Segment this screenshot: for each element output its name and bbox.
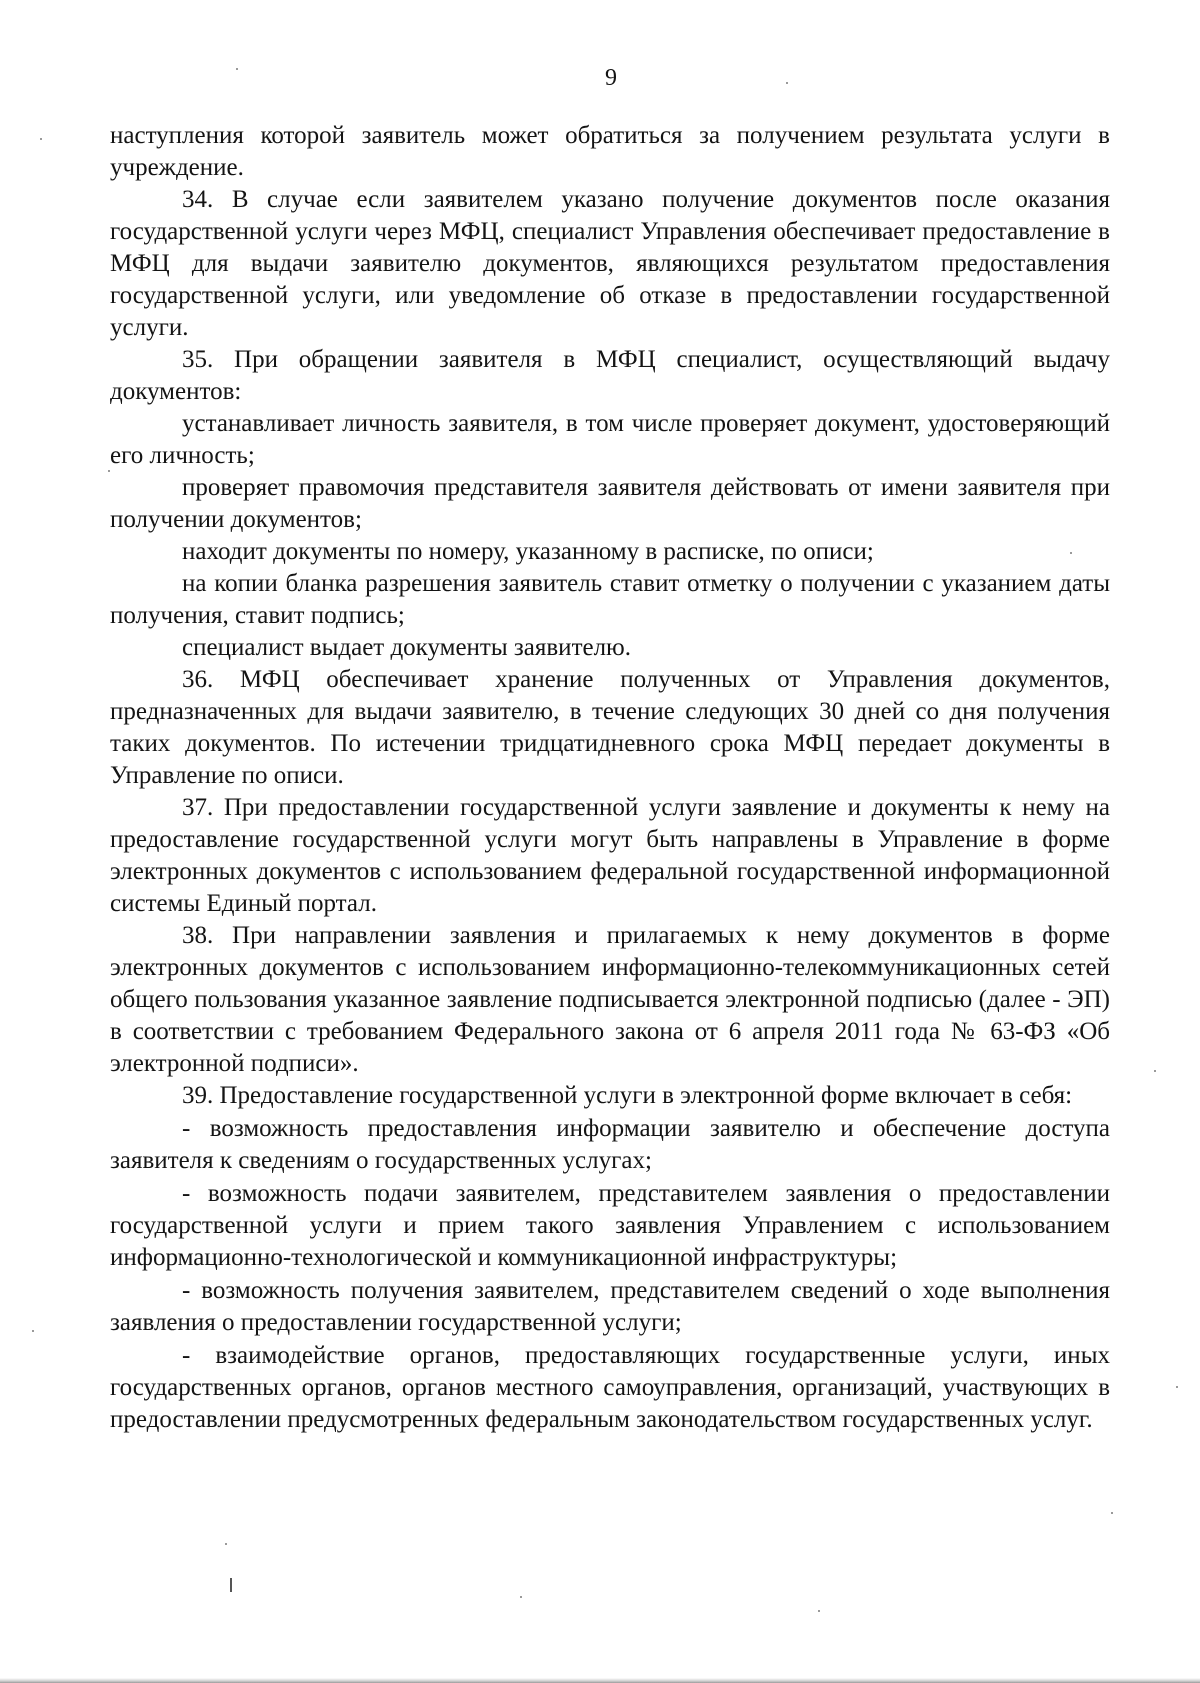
paragraph-39: 39. Предоставление государственной услуги в электронной форме включает в себя:: [182, 1082, 1073, 1109]
paragraph-35-item-5: специалист выдает документы заявителю.: [182, 634, 631, 661]
scan-speck: [236, 68, 238, 70]
paragraph-38: 38. При направлении заявления и прилагаемых к нему документов в форме электронных документов с использованием информационно-телекоммуникационных сетей общего пользования указанное заявление подписывается электронной подписью (далее - ЭП) в соответствии с требованием Федерального закона от 6 апреля 2011 года № 63-ФЗ «Об электронной подписи».: [110, 922, 1110, 1077]
paragraph-39-item-4: - взаимодействие органов, предоставляющих государственные услуги, иных государственных органов, органов местного самоуправления, организаций, участвующих в предоставлении предусмотренных федеральным законодательством государственных услуг.: [110, 1342, 1110, 1433]
scan-speck: [1070, 552, 1072, 554]
page-number: 9: [605, 65, 617, 91]
scan-speck: [225, 1543, 227, 1545]
scan-speck: [1111, 1512, 1113, 1514]
paragraph-35-item-1: устанавливает личность заявителя, в том числе проверяет документ, удостоверяющий его личность;: [110, 410, 1110, 469]
scan-speck: [1154, 1070, 1156, 1072]
paragraph-39-item-2: - возможность подачи заявителем, представителем заявления о предоставлении государственной услуги и прием такого заявления Управлением с использованием информационно-технологической и коммуникационной инфраструктуры;: [110, 1180, 1110, 1271]
document-body: [110, 120, 1110, 1436]
paragraph-35-item-2: проверяет правомочия представителя заявителя действовать от имени заявителя при получении документов;: [110, 474, 1110, 533]
scan-speck: [818, 1610, 820, 1612]
paragraph-35-item-3: находит документы по номеру, указанному в расписке, по описи;: [182, 538, 874, 565]
paragraph-39-item-1: - возможность предоставления информации заявителю и обеспечение доступа заявителя к сведениям о государственных услугах;: [110, 1115, 1110, 1174]
scan-speck: [520, 1596, 522, 1598]
paragraph-37: 37. При предоставлении государственной услуги заявление и документы к нему на предоставление государственной услуги могут быть направлены в Управление в форме электронных документов с использованием федеральной государственной информационной системы Единый портал.: [110, 794, 1110, 917]
paragraph-35: 35. При обращении заявителя в МФЦ специалист, осуществляющий выдачу документов:: [110, 346, 1110, 405]
paragraph-35-item-4: на копии бланка разрешения заявитель ставит отметку о получении с указанием даты получения, ставит подпись;: [110, 570, 1110, 629]
scan-bottom-edge: [0, 1678, 1200, 1683]
scan-speck: [108, 470, 110, 472]
paragraph-39-item-3: - возможность получения заявителем, представителем сведений о ходе выполнения заявления о предоставлении государственной услуги;: [110, 1277, 1110, 1336]
paragraph-36: 36. МФЦ обеспечивает хранение полученных от Управления документов, предназначенных для выдачи заявителю, в течение следующих 30 дней со дня получения таких документов. По истечении тридцатидневного срока МФЦ передает документы в Управление по описи.: [110, 666, 1110, 789]
scan-speck: [786, 82, 788, 84]
scan-speck: [40, 138, 42, 140]
paragraph-34: 34. В случае если заявителем указано получение документов после оказания государственной услуги через МФЦ, специалист Управления обеспечивает предоставление в МФЦ для выдачи заявителю документов, являющихся результатом предоставления государственной услуги, или уведомление об отказе в предоставлении государственной услуги.: [110, 186, 1110, 341]
paragraph-continuation: наступления которой заявитель может обратиться за получением результата услуги в учреждение.: [110, 122, 1110, 181]
scan-speck: [32, 1330, 34, 1332]
scan-mark: [230, 1578, 232, 1592]
scan-speck: [1176, 1386, 1178, 1388]
